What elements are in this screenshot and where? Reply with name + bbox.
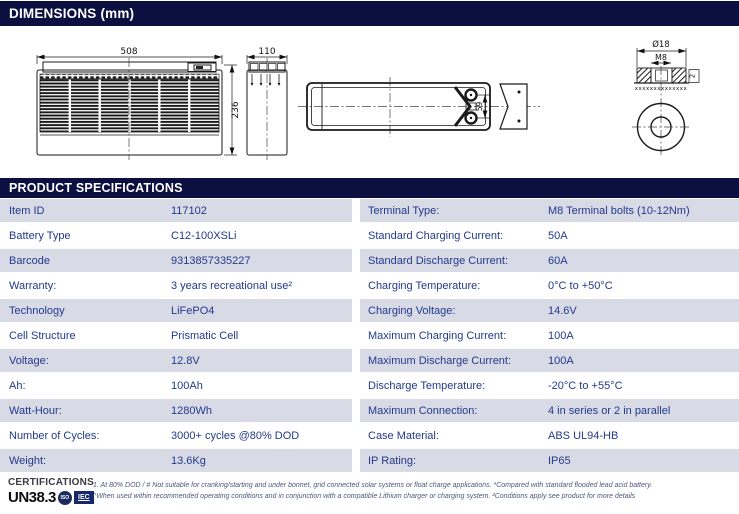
footer [0,477,739,506]
spec-label: Standard Charging Current: [368,229,504,242]
front-view-drawing [37,47,241,160]
spec-row-left-5 [0,324,352,347]
spec-value: ABS UL94-HB [548,429,619,442]
spec-value: 100Ah [171,379,203,392]
terminal-thread-dim-label: M8 [655,53,667,62]
spec-label: Maximum Connection: [368,404,478,417]
spec-label: Discharge Temperature: [368,379,486,392]
spec-value: 0°C to +50°C [548,279,613,292]
specs-header-label: PRODUCT SPECIFICATIONS [9,181,183,195]
spec-label: Charging Temperature: [368,279,481,292]
spec-row-left-6 [0,349,352,372]
spec-value: 12.8V [171,354,200,367]
spec-row-right-2 [360,249,739,272]
spec-row-left-7 [0,374,352,397]
spec-value: 100A [548,354,574,367]
iec-logo: IEC [74,491,94,504]
side-width-dim-label: 110 [258,47,276,57]
side-view-drawing [247,47,287,160]
front-height-dim-label: 236 [231,101,241,119]
spec-row-right-5 [360,324,739,347]
spec-label: Ah: [9,379,26,392]
spec-value: -20°C to +55°C [548,379,623,392]
spec-label: Standard Discharge Current: [368,254,509,267]
terminal-spacing-dim-label: 59 [475,101,484,112]
dimensions-header-label: DIMENSIONS (mm) [9,6,135,21]
spec-row-left-10 [0,449,352,472]
spec-label: Barcode [9,254,50,267]
spec-row-left-1 [0,224,352,247]
specs-table-right [360,199,739,474]
spec-value: 3000+ cycles @80% DOD [171,429,300,442]
terminal-plate-dim-label: 2 [688,73,697,79]
spec-label: Weight: [9,454,47,467]
terminal-diameter-dim-label: Ø18 [652,40,670,50]
spec-row-left-3 [0,274,352,297]
spec-value: 9313857335227 [171,254,251,267]
spec-label: Maximum Charging Current: [368,329,507,342]
spec-row-left-0 [0,199,352,222]
spec-label: Technology [9,304,65,317]
iso-logo: ISO [58,491,72,505]
dimensions-header [0,1,739,26]
spec-value: 4 in series or 2 in parallel [548,404,671,417]
spec-value: 50A [548,229,568,242]
spec-row-left-4 [0,299,352,322]
spec-label: Item ID [9,204,45,217]
specs-table-left [0,199,352,474]
spec-value: 13.6Kg [171,454,206,467]
certifications-block [0,477,94,506]
specifications-table [0,199,739,474]
un38-3-certification-mark: UN38.3 [8,489,56,506]
spec-row-right-10 [360,449,739,472]
spec-label: Voltage: [9,354,49,367]
spec-row-right-0 [360,199,739,222]
spec-value: 1280Wh [171,404,212,417]
spec-row-left-8 [0,399,352,422]
spec-value: C12-100XSLi [171,229,237,242]
spec-row-left-2 [0,249,352,272]
spec-label: Watt-Hour: [9,404,62,417]
spec-value: 100A [548,329,574,342]
spec-row-right-8 [360,399,739,422]
spec-label: IP Rating: [368,454,417,467]
spec-label: Cell Structure [9,329,76,342]
spec-row-right-6 [360,349,739,372]
terminal-bracket-drawing [500,84,527,129]
footnote-line-2: ^When used within recommended operating conditions and in conjunction with a compatible Lithium charger or charging system. ²Conditions apply see product for more details [93,492,636,500]
spec-label: Warranty: [9,279,57,292]
technical-drawings [0,25,739,180]
front-width-dim-label: 508 [120,47,138,57]
spec-value: 3 years recreational use² [171,279,293,292]
terminal-detail-drawing [632,39,699,156]
spec-row-right-9 [360,424,739,447]
spec-row-right-7 [360,374,739,397]
spec-label: Terminal Type: [368,204,440,217]
footnote-line-1: 1. At 80% DOD / # Not suitable for cranking/starting and under bonnet, grid connected solar systems or float charge applications. *Compared with standard flooded lead acid battery. [93,482,653,489]
svg-text:xxxxxxxxxxxxxx: xxxxxxxxxxxxxx [634,86,688,92]
certifications-label: CERTIFICATIONS [8,477,94,488]
spec-value: 14.6V [548,304,577,317]
footnotes [88,477,652,506]
spec-value: Prismatic Cell [171,329,239,342]
spec-row-right-3 [360,274,739,297]
spec-row-left-9 [0,424,352,447]
spec-label: Case Material: [368,429,439,442]
spec-label: Battery Type [9,229,71,242]
spec-row-right-4 [360,299,739,322]
spec-value: M8 Terminal bolts (10-12Nm) [548,204,690,217]
spec-value: 60A [548,254,568,267]
spec-label: Number of Cycles: [9,429,100,442]
spec-value: 117102 [171,204,207,217]
product-specifications-header [0,178,739,198]
spec-label: Charging Voltage: [368,304,456,317]
spec-value: IP65 [548,454,571,467]
spec-row-right-1 [360,224,739,247]
spec-value: LiFePO4 [171,304,215,317]
spec-label: Maximum Discharge Current: [368,354,512,367]
